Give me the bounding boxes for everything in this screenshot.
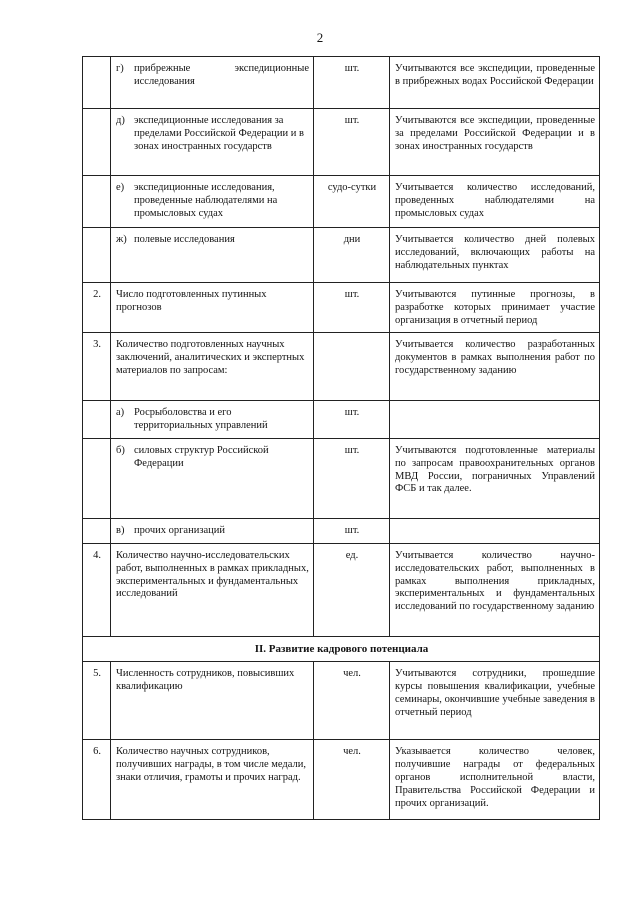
sub-item-letter: г) xyxy=(116,63,124,74)
unit-cell: шт. xyxy=(314,518,390,543)
indicator-name: экспедиционные исследования, проведенные наблюдателями на промысловых судах xyxy=(134,182,278,219)
table-row xyxy=(83,109,600,176)
row-number: 5. xyxy=(83,662,111,740)
indicator-cell xyxy=(111,176,314,228)
row-number xyxy=(83,176,111,228)
indicator-cell xyxy=(111,438,314,518)
indicator-cell xyxy=(111,518,314,543)
table-row xyxy=(83,662,600,740)
section-title: II. Развитие кадрового потенциала xyxy=(83,636,600,661)
row-number xyxy=(83,401,111,439)
sub-item-letter: д) xyxy=(116,115,125,126)
row-number xyxy=(83,518,111,543)
row-number xyxy=(83,438,111,518)
indicator-name: Росрыболовства и его территориальных управлений xyxy=(134,407,268,432)
unit-cell: чел. xyxy=(314,740,390,820)
table-row xyxy=(83,740,600,820)
table-row xyxy=(83,228,600,283)
row-number xyxy=(83,109,111,176)
description-cell: Учитываются все экспедиции, проведенные за пределами Российской Федерации и в зонах иностранных государств xyxy=(390,109,600,176)
table-row xyxy=(83,57,600,109)
description-cell: Указывается количество человек, получившие награды от федеральных органов исполнительной власти, Правительства Российской Федерации и прочих организаций. xyxy=(390,740,600,820)
table-row xyxy=(83,283,600,333)
indicator-name: прибрежные экспедиционные исследования xyxy=(134,63,309,87)
unit-cell: шт. xyxy=(314,401,390,439)
description-cell: Учитываются путинные прогнозы, в разработке которых принимает участие организация в отчетный период xyxy=(390,283,600,333)
indicators-table xyxy=(82,56,600,820)
sub-item-letter: б) xyxy=(116,444,125,456)
indicator-name: прочих организаций xyxy=(134,524,225,536)
unit-cell xyxy=(314,333,390,401)
indicator-name: силовых структур Российской Федерации xyxy=(134,444,269,469)
indicator-name: Число подготовленных путинных прогнозов xyxy=(111,283,314,333)
sub-item-letter: в) xyxy=(116,524,125,536)
sub-item-letter: ж) xyxy=(116,234,127,245)
description-cell: Учитываются все экспедиции, проведенные в прибрежных водах Российской Федерации xyxy=(390,57,600,109)
indicator-name: Численность сотрудников, повысивших квалификацию xyxy=(111,662,314,740)
unit-cell: шт. xyxy=(314,109,390,176)
unit-cell: шт. xyxy=(314,283,390,333)
unit-cell: чел. xyxy=(314,662,390,740)
description-cell: Учитываются подготовленные материалы по запросам правоохранительных органов МВД России, пограничных Управлений ФСБ и так далее. xyxy=(390,438,600,518)
indicator-name: Количество научно-исследовательских работ, выполненных в рамках прикладных, экспериментальных и фундаментальных исследований xyxy=(111,543,314,636)
row-number xyxy=(83,57,111,109)
indicator-cell xyxy=(111,401,314,439)
description-cell: Учитывается количество дней полевых исследований, включающих работы на наблюдательных пунктах xyxy=(390,228,600,283)
table-row xyxy=(83,518,600,543)
row-number: 4. xyxy=(83,543,111,636)
unit-cell: дни xyxy=(314,228,390,283)
indicator-cell xyxy=(111,109,314,176)
indicator-cell xyxy=(111,57,314,109)
table-row xyxy=(83,438,600,518)
indicator-name: Количество подготовленных научных заключений, аналитических и экспертных материалов по запросам: xyxy=(111,333,314,401)
unit-cell: шт. xyxy=(314,57,390,109)
page-number: 2 xyxy=(316,30,324,45)
indicator-name: Количество научных сотрудников, получивших награды, в том числе медали, знаки отличия, грамоты и прочих наград. xyxy=(111,740,314,820)
sub-item-letter: е) xyxy=(116,182,125,193)
unit-cell: судо-сутки xyxy=(314,176,390,228)
row-number: 2. xyxy=(83,283,111,333)
description-cell: Учитывается количество исследований, проведенных наблюдателями на промысловых судах xyxy=(390,176,600,228)
sub-item-letter: а) xyxy=(116,407,125,419)
table-row xyxy=(83,543,600,636)
row-number xyxy=(83,228,111,283)
unit-cell: шт. xyxy=(314,438,390,518)
section-row xyxy=(83,636,600,661)
description-cell xyxy=(390,401,600,439)
table-row xyxy=(83,401,600,439)
table-row xyxy=(83,176,600,228)
description-cell: Учитывается количество научно-исследовательских работ, выполненных в рамках выполнения прикладных, экспериментальных и фундаментальных исследований по государственному заданию xyxy=(390,543,600,636)
description-cell: Учитывается количество разработанных документов в рамках выполнения работ по государственному заданию xyxy=(390,333,600,401)
description-cell xyxy=(390,518,600,543)
description-cell: Учитываются сотрудники, прошедшие курсы повышения квалификации, учебные семинары, окончившие учебные заведения в отчетный период xyxy=(390,662,600,740)
row-number: 6. xyxy=(83,740,111,820)
unit-cell: ед. xyxy=(314,543,390,636)
indicator-cell xyxy=(111,228,314,283)
row-number: 3. xyxy=(83,333,111,401)
table-row xyxy=(83,333,600,401)
indicator-name: полевые исследования xyxy=(134,234,235,245)
indicator-name: экспедиционные исследования за пределами Российской Федерации и в зонах иностранных государств xyxy=(134,115,304,152)
